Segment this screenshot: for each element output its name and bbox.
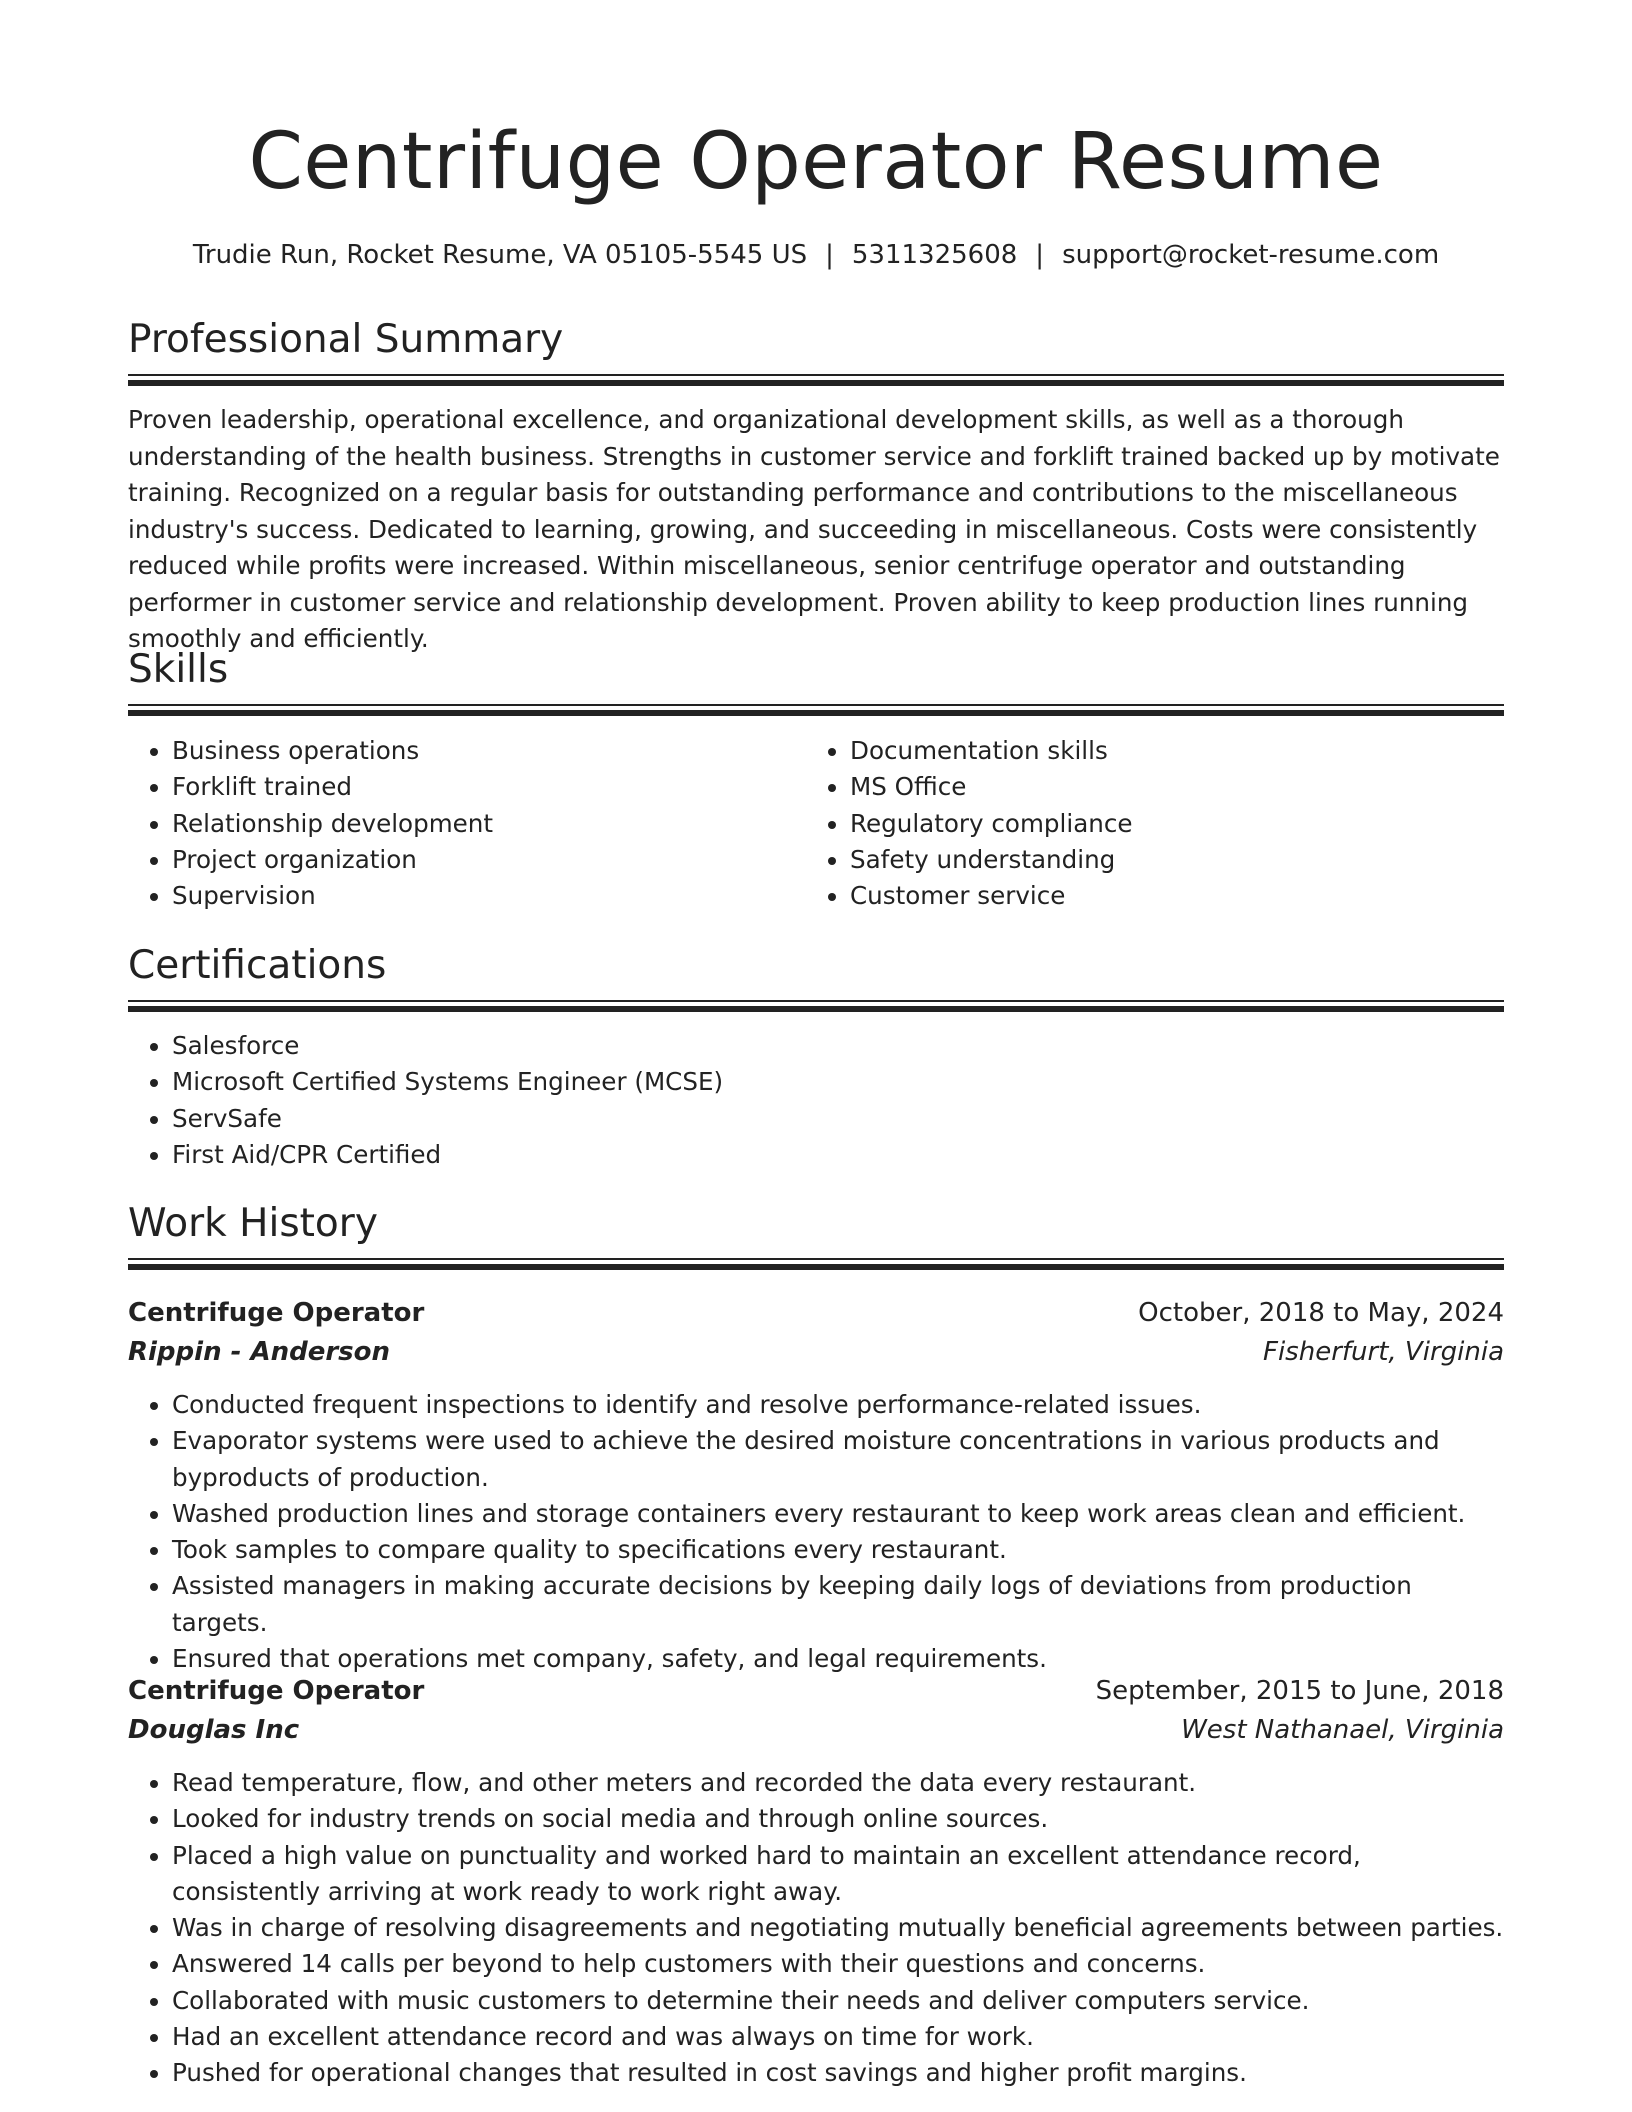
job-bullet-list — [128, 1387, 1504, 1677]
skill-item: • Relationship development — [172, 806, 812, 842]
skills-list-right — [806, 733, 1490, 914]
job-bullet: • Assisted managers in making accurate decisions by keeping daily logs of deviations from production targets. — [172, 1568, 1504, 1641]
section-rule — [128, 704, 1504, 716]
job-company: Douglas Inc — [128, 1715, 300, 1745]
job-bullet: • Ensured that operations met company, safety, and legal requirements. — [172, 1641, 1504, 1677]
contact-address: Trudie Run, Rocket Resume, VA 05105-5545 US — [192, 240, 808, 270]
section-heading-summary: Professional Summary — [128, 317, 564, 362]
skill-item: • Business operations — [172, 733, 812, 769]
certification-item: • First Aid/CPR Certified — [172, 1137, 1504, 1173]
contact-separator: | — [1035, 240, 1045, 270]
skill-item: • Documentation skills — [850, 733, 1490, 769]
job-bullet: • Placed a high value on punctuality and worked hard to maintain an excellent attendance record, consistently arriving at work ready to work right away. — [172, 1838, 1504, 1911]
job-bullet: • Looked for industry trends on social media and through online sources. — [172, 1801, 1504, 1837]
skills-list-left — [128, 733, 812, 914]
job-bullet: • Pushed for operational changes that resulted in cost savings and higher profit margins. — [172, 2055, 1504, 2091]
job-bullet: • Conducted frequent inspections to identify and resolve performance-related issues. — [172, 1387, 1504, 1423]
skill-item: • Forklift trained — [172, 769, 812, 805]
certification-item: • Microsoft Certified Systems Engineer (MCSE) — [172, 1064, 1504, 1100]
section-rule — [128, 1258, 1504, 1270]
job-location: Fisherfurt, Virginia — [1263, 1337, 1504, 1367]
job-bullet: • Evaporator systems were used to achieve the desired moisture concentrations in various products and byproducts of production. — [172, 1423, 1504, 1496]
job-bullet: • Was in charge of resolving disagreements and negotiating mutually beneficial agreements between parties. — [172, 1910, 1504, 1946]
skill-item: • Customer service — [850, 878, 1490, 914]
job-dates: September, 2015 to June, 2018 — [1095, 1676, 1504, 1706]
job-header-row — [128, 1294, 1504, 1332]
job-header-row — [128, 1672, 1504, 1710]
skill-item: • Project organization — [172, 842, 812, 878]
summary-paragraph: Proven leadership, operational excellence, and organizational development skills, as well as a thorough understanding of the health business. Strengths in customer service and forklift trained backed up by motivate training. Recognized on a regular basis for outstanding performance and contributions to the miscellaneous industry's success. Dedicated to learning, growing, and succeeding in miscellaneous. Costs were consistently reduced while profits were increased. Within miscellaneous, senior centrifuge operator and outstanding performer in customer service and relationship development. Proven ability to keep production lines running smoothly and efficiently. — [128, 405, 1500, 653]
certification-item: • ServSafe — [172, 1101, 1504, 1137]
certification-item: • Salesforce — [172, 1028, 1504, 1064]
section-heading-skills: Skills — [128, 647, 229, 692]
job-dates: October, 2018 to May, 2024 — [1138, 1298, 1504, 1328]
section-rule — [128, 1000, 1504, 1012]
job-company-row — [128, 1333, 1504, 1371]
job-bullet: • Had an excellent attendance record and was always on time for work. — [172, 2019, 1504, 2055]
job-bullet: • Washed production lines and storage containers every restaurant to keep work areas clean and efficient. — [172, 1496, 1504, 1532]
contact-separator: | — [825, 240, 834, 270]
skill-item: • MS Office — [850, 769, 1490, 805]
contact-email: support@rocket-resume.com — [1062, 240, 1440, 270]
skill-item: • Supervision — [172, 878, 812, 914]
job-bullet: • Answered 14 calls per beyond to help customers with their questions and concerns. — [172, 1946, 1504, 1982]
job-location: West Nathanael, Virginia — [1181, 1715, 1504, 1745]
job-bullet: • Took samples to compare quality to specifications every restaurant. — [172, 1532, 1504, 1568]
contact-line — [0, 238, 1632, 272]
contact-phone: 5311325608 — [851, 240, 1018, 270]
job-bullet-list — [128, 1765, 1504, 2092]
skill-item: • Safety understanding — [850, 842, 1490, 878]
resume-title: Centrifuge Operator Resume — [248, 117, 1384, 207]
job-company-row — [128, 1711, 1504, 1749]
section-heading-work-history: Work History — [128, 1201, 378, 1246]
job-bullet: • Read temperature, flow, and other meters and recorded the data every restaurant. — [172, 1765, 1504, 1801]
job-title: Centrifuge Operator — [128, 1676, 425, 1706]
job-title: Centrifuge Operator — [128, 1298, 425, 1328]
job-bullet: • Collaborated with music customers to determine their needs and deliver computers service. — [172, 1983, 1504, 2019]
skill-item: • Regulatory compliance — [850, 806, 1490, 842]
section-rule — [128, 374, 1504, 386]
certifications-list — [128, 1028, 1504, 1173]
job-company: Rippin - Anderson — [128, 1337, 391, 1367]
section-heading-certifications: Certifications — [128, 943, 387, 988]
